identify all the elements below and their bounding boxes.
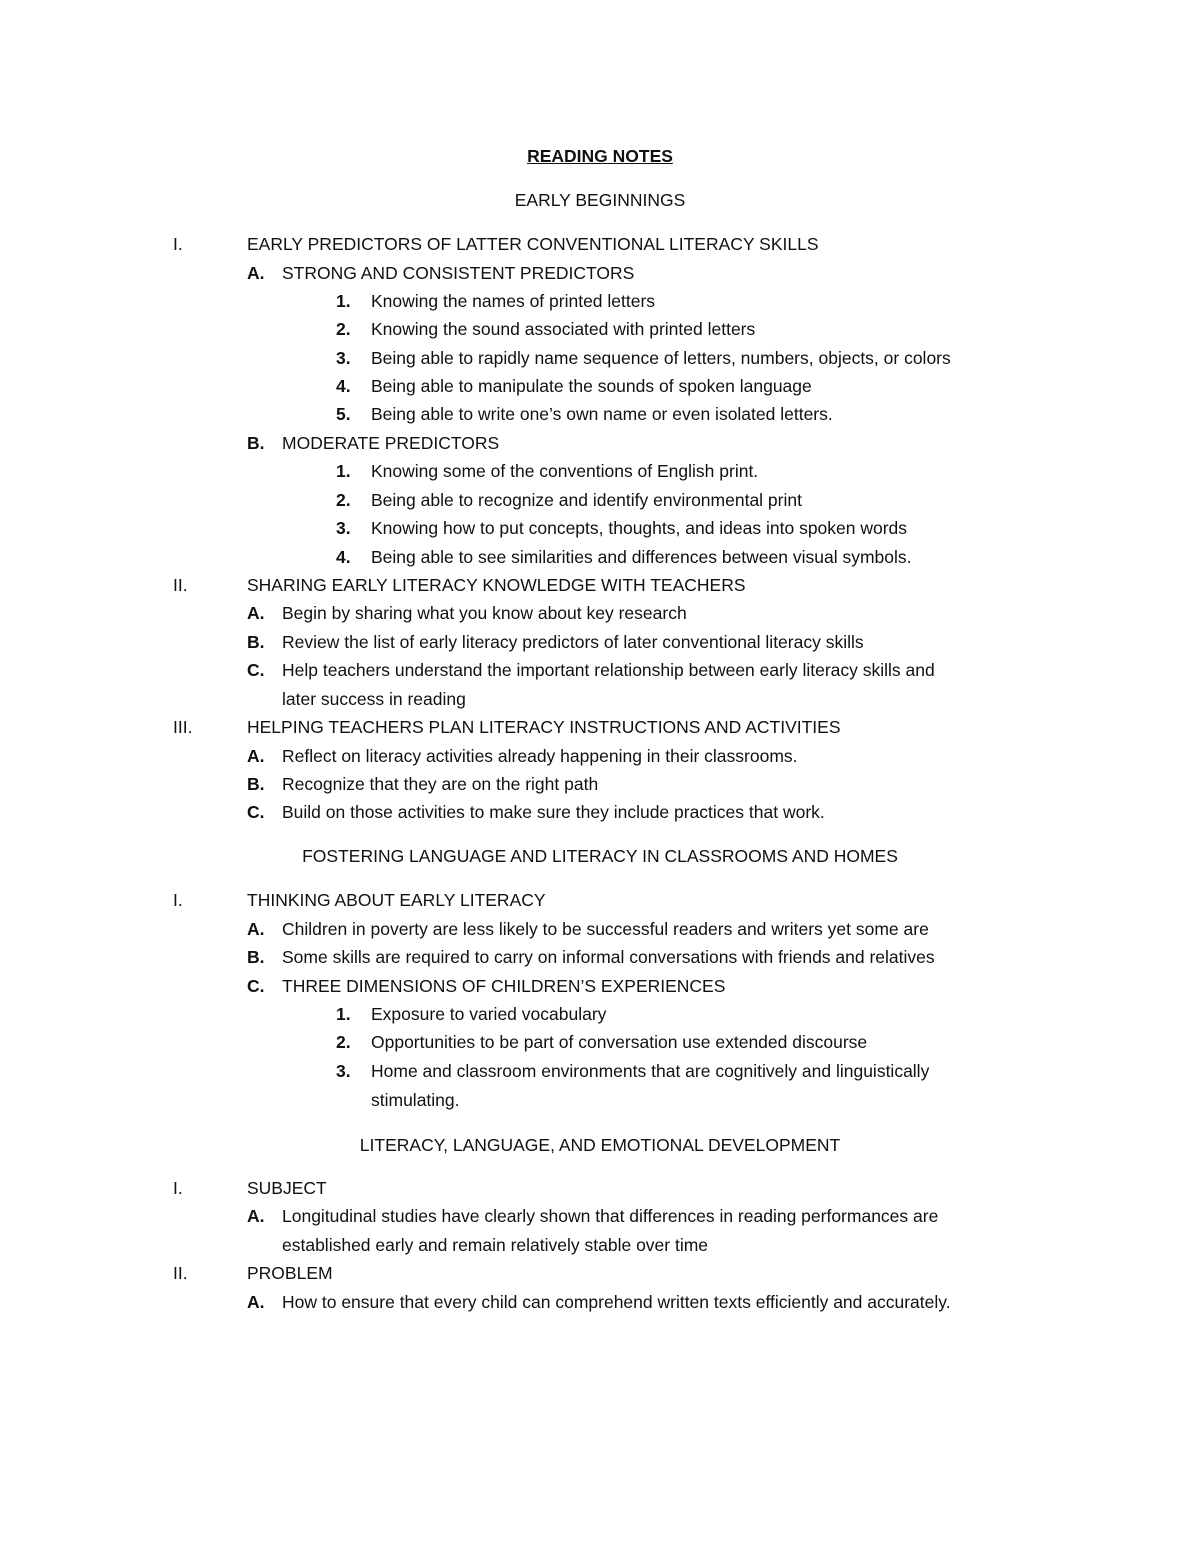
- item-text: Recognize that they are on the right path: [282, 774, 599, 794]
- item-number: 4.: [336, 376, 351, 396]
- outline-item: [0, 1028, 1200, 1056]
- item-letter: C.: [247, 660, 265, 680]
- outline-item: [0, 400, 1200, 428]
- item-text: Exposure to varied vocabulary: [371, 1004, 607, 1024]
- item-text: Knowing how to put concepts, thoughts, and ideas into spoken words: [371, 518, 908, 538]
- outline-item: [0, 287, 1200, 315]
- item-letter: A.: [247, 919, 265, 939]
- item-letter: A.: [247, 1206, 265, 1226]
- item-text: SHARING EARLY LITERACY KNOWLEDGE WITH TEACHERS: [247, 575, 746, 595]
- item-letter: A.: [247, 1292, 265, 1312]
- item-text: MODERATE PREDICTORS: [282, 433, 500, 453]
- outline-item: [0, 1057, 1200, 1085]
- outline-item: [0, 742, 1200, 770]
- outline-item: [0, 571, 1200, 599]
- item-text-continuation: stimulating.: [371, 1090, 460, 1110]
- outline-item: [0, 1202, 1200, 1230]
- outline-item-continuation: [0, 1086, 1200, 1114]
- item-number: 3.: [336, 348, 351, 368]
- item-letter: B.: [247, 774, 265, 794]
- section-heading: FOSTERING LANGUAGE AND LITERACY IN CLASSROOMS AND HOMES: [302, 846, 898, 866]
- outline-item: [0, 543, 1200, 571]
- item-number: I.: [173, 1178, 183, 1198]
- item-number: 5.: [336, 404, 351, 424]
- item-number: 4.: [336, 547, 351, 567]
- section-heading: EARLY BEGINNINGS: [514, 190, 686, 210]
- outline-item: [0, 372, 1200, 400]
- outline-item: [0, 599, 1200, 627]
- item-number: I.: [173, 234, 183, 254]
- item-letter: C.: [247, 976, 265, 996]
- outline-item: [0, 344, 1200, 372]
- outline-item-continuation: [0, 1231, 1200, 1259]
- item-number: 3.: [336, 1061, 351, 1081]
- outline-item: [0, 943, 1200, 971]
- item-number: I.: [173, 890, 183, 910]
- outline-item: [0, 230, 1200, 258]
- outline-item-continuation: [0, 685, 1200, 713]
- item-text: THREE DIMENSIONS OF CHILDREN’S EXPERIENCES: [282, 976, 726, 996]
- item-text: EARLY PREDICTORS OF LATTER CONVENTIONAL LITERACY SKILLS: [247, 234, 819, 254]
- page-title: READING NOTES: [527, 146, 673, 166]
- item-text: Home and classroom environments that are cognitively and linguistically: [371, 1061, 930, 1081]
- outline-item: [0, 628, 1200, 656]
- item-number: 1.: [336, 1004, 351, 1024]
- item-text: HELPING TEACHERS PLAN LITERACY INSTRUCTIONS AND ACTIVITIES: [247, 717, 841, 737]
- item-number: 1.: [336, 291, 351, 311]
- item-text: Reflect on literacy activities already happening in their classrooms.: [282, 746, 798, 766]
- item-letter: B.: [247, 632, 265, 652]
- outline-item: [0, 315, 1200, 343]
- outline-item: [0, 1288, 1200, 1316]
- item-text: Help teachers understand the important relationship between early literacy skills and: [282, 660, 935, 680]
- outline-item: [0, 457, 1200, 485]
- outline-item: [0, 1174, 1200, 1202]
- item-text: Being able to manipulate the sounds of spoken language: [371, 376, 812, 396]
- item-number: 2.: [336, 1032, 351, 1052]
- outline-item: [0, 798, 1200, 826]
- item-text-continuation: later success in reading: [282, 689, 466, 709]
- item-letter: A.: [247, 603, 265, 623]
- item-text: Opportunities to be part of conversation use extended discourse: [371, 1032, 868, 1052]
- outline-item: [0, 259, 1200, 287]
- item-number: 1.: [336, 461, 351, 481]
- outline-item: [0, 886, 1200, 914]
- item-text: STRONG AND CONSISTENT PREDICTORS: [282, 263, 635, 283]
- item-text: Children in poverty are less likely to be successful readers and writers yet some are: [282, 919, 929, 939]
- item-text: Build on those activities to make sure they include practices that work.: [282, 802, 825, 822]
- item-text: SUBJECT: [247, 1178, 327, 1198]
- item-text: Being able to write one’s own name or even isolated letters.: [371, 404, 833, 424]
- item-number: II.: [173, 575, 188, 595]
- item-number: II.: [173, 1263, 188, 1283]
- item-text: Knowing the sound associated with printed letters: [371, 319, 756, 339]
- item-text: PROBLEM: [247, 1263, 333, 1283]
- outline-item: [0, 429, 1200, 457]
- item-letter: A.: [247, 746, 265, 766]
- item-text: Knowing some of the conventions of English print.: [371, 461, 759, 481]
- item-text: Longitudinal studies have clearly shown that differences in reading performances are: [282, 1206, 939, 1226]
- outline-item: [0, 1000, 1200, 1028]
- item-number: 3.: [336, 518, 351, 538]
- item-letter: B.: [247, 433, 265, 453]
- item-text: Begin by sharing what you know about key research: [282, 603, 687, 623]
- outline-item: [0, 486, 1200, 514]
- item-text: Being able to see similarities and differences between visual symbols.: [371, 547, 912, 567]
- item-text: Some skills are required to carry on informal conversations with friends and relatives: [282, 947, 935, 967]
- outline-item: [0, 713, 1200, 741]
- item-number: III.: [173, 717, 193, 737]
- outline-item: [0, 656, 1200, 684]
- outline-item: [0, 915, 1200, 943]
- section-heading: LITERACY, LANGUAGE, AND EMOTIONAL DEVELOPMENT: [359, 1135, 841, 1155]
- outline-item: [0, 1259, 1200, 1287]
- item-text: Review the list of early literacy predictors of later conventional literacy skills: [282, 632, 864, 652]
- outline-item: [0, 514, 1200, 542]
- item-number: 2.: [336, 490, 351, 510]
- item-text: Being able to recognize and identify environmental print: [371, 490, 802, 510]
- item-text: How to ensure that every child can comprehend written texts efficiently and accurately.: [282, 1292, 951, 1312]
- outline-item: [0, 972, 1200, 1000]
- item-number: 2.: [336, 319, 351, 339]
- item-text: Knowing the names of printed letters: [371, 291, 656, 311]
- item-letter: A.: [247, 263, 265, 283]
- item-letter: B.: [247, 947, 265, 967]
- outline-item: [0, 770, 1200, 798]
- item-text: Being able to rapidly name sequence of letters, numbers, objects, or colors: [371, 348, 951, 368]
- item-letter: C.: [247, 802, 265, 822]
- item-text: THINKING ABOUT EARLY LITERACY: [247, 890, 546, 910]
- item-text-continuation: established early and remain relatively stable over time: [282, 1235, 709, 1255]
